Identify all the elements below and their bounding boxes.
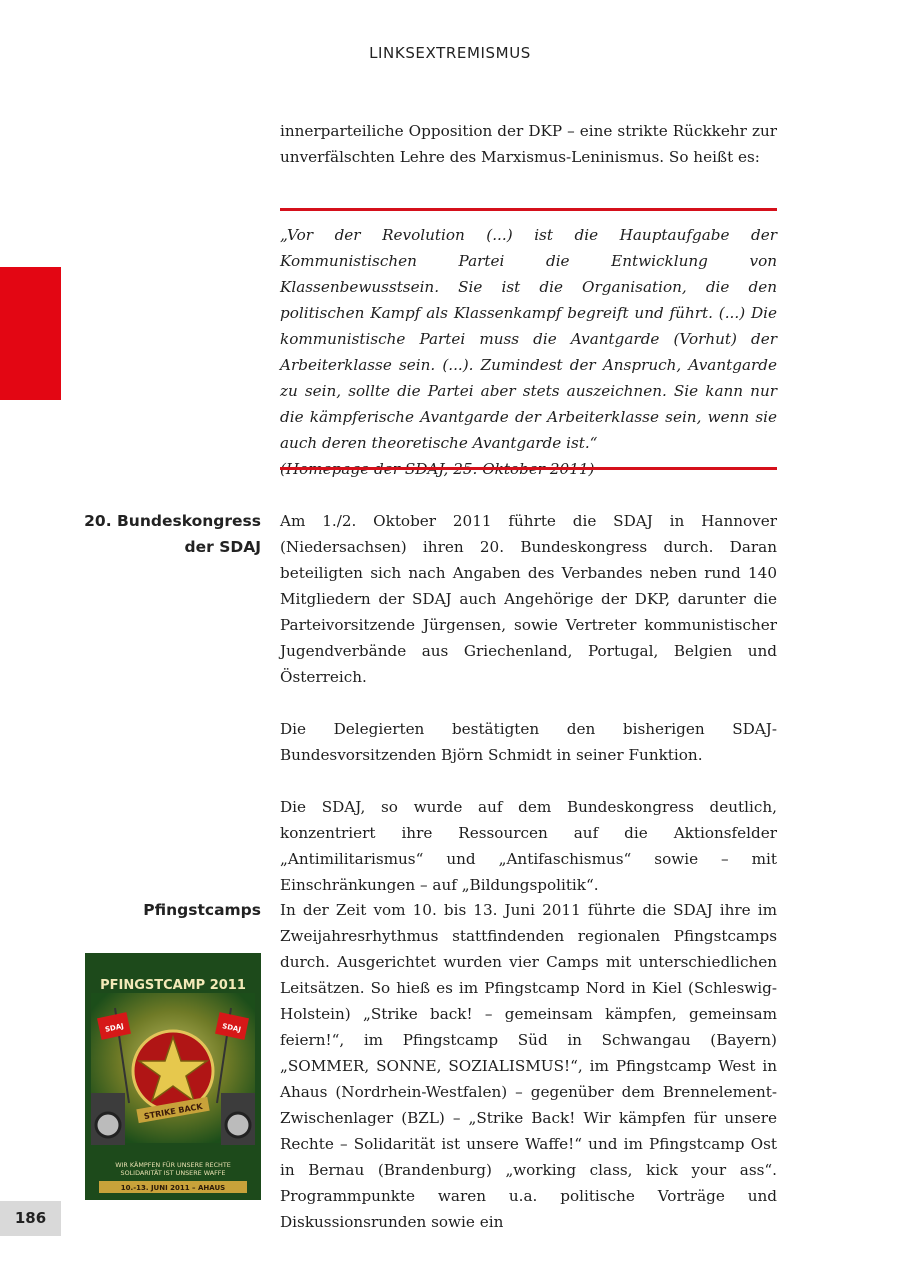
quote-text: „Vor der Revolution (...) ist die Hauptaufgabe der Kommunistischen Partei die Entwicklung von Klassenbewusstsein. Sie ist die Organisation, die den politischen Kampf als Klassenkampf begreift und führt. (...) Die kommunistische Partei muss die Avantgarde (Vorhut) der Arbeiterklasse sein. (...). Zumindest der Anspruch, Avantgarde zu sein, sollte die Partei aber stets auszeichnen. Sie kann nur die kämpferische Avantgarde der Arbeiterklasse sein, wenn sie auch deren theoretische Avantgarde ist.“	[280, 226, 777, 452]
quote-top-rule	[280, 208, 777, 211]
intro-text: innerparteiliche Opposition der DKP – eine strikte Rückkehr zur unverfälschten Lehre des Marxismus-Leninismus. So heißt es:	[280, 122, 777, 166]
chapter-color-tab	[0, 267, 61, 400]
heading-line-1: 20. Bundeskongress	[84, 512, 261, 530]
poster-slogan-2: SOLIDARITÄT IST UNSERE WAFFE	[120, 1169, 226, 1177]
speaker-cone-left	[96, 1113, 120, 1137]
flag-right-label: SDAJ	[221, 1022, 242, 1034]
speaker-cone-right	[226, 1113, 250, 1137]
pfingstcamp-poster-image	[85, 953, 261, 1200]
paragraph: Die Delegierten bestätigten den bisherigen SDAJ-Bundesvorsitzenden Björn Schmidt in seiner Funktion.	[280, 720, 777, 764]
emblem-banner-text: STRIKE BACK	[143, 1101, 204, 1122]
page-number: 186	[0, 1201, 61, 1236]
pfingstcamps-section	[280, 897, 777, 1235]
section-heading-bundeskongress	[62, 508, 261, 560]
poster-dates: 10.-13. JUNI 2011 – AHAUS	[120, 1184, 226, 1192]
paragraph: In der Zeit vom 10. bis 13. Juni 2011 führte die SDAJ ihre im Zweijahresrhythmus stattfindenden regionalen Pfingstcamps durch. Ausgerichtet wurden vier Camps mit unterschiedlichen Leitsätzen. So hieß es im Pfingstcamp Nord in Kiel (Schleswig-Holstein) „Strike back! – gemeinsam kämpfen, gemeinsam feiern!“, im Pfingstcamp Süd in Schwangau (Bayern) „SOMMER, SONNE, SOZIALISMUS!“, im Pfingstcamp West in Ahaus (Nordrhein-Westfalen) – gegenüber dem Brennelement-Zwischenlager (BZL) – „Strike Back! Wir kämpfen für unsere Rechte – Solidarität ist unsere Waffe!“ und im Pfingstcamp Ost in Bernau (Brandenburg) „working class, kick your ass“. Programmpunkte waren u.a. politische Vorträge und Diskussionsrunden sowie ein	[280, 901, 777, 1231]
poster-slogan-1: WIR KÄMPFEN FÜR UNSERE RECHTE	[115, 1161, 231, 1169]
flag-left-label: SDAJ	[104, 1022, 125, 1034]
poster-graphic	[85, 953, 261, 1200]
section-heading-pfingstcamps: Pfingstcamps	[143, 901, 261, 919]
paragraph: Am 1./2. Oktober 2011 führte die SDAJ in Hannover (Niedersachsen) ihren 20. Bundeskongress durch. Daran beteiligten sich nach Angaben des Verbandes neben rund 140 Mitgliedern der SDAJ auch Angehörige der DKP, darunter die Parteivorsitzende Jürgensen, sowie Vertreter kommunistischer Jugendverbände aus Griechenland, Portugal, Belgien und Österreich.	[280, 512, 777, 686]
bundeskongress-section	[280, 508, 777, 898]
running-header: LINKSEXTREMISMUS	[369, 44, 531, 62]
poster-title: PFINGSTCAMP 2011	[100, 978, 246, 993]
heading-line-2: der SDAJ	[184, 538, 261, 556]
quote-bottom-rule	[280, 467, 777, 470]
paragraph: Die SDAJ, so wurde auf dem Bundeskongress deutlich, konzentriert ihre Ressourcen auf die Aktionsfelder „Antimilitarismus“ und „Antifaschismus“ sowie – mit Einschränkungen – auf „Bildungspolitik“.	[280, 798, 777, 894]
blockquote	[280, 222, 777, 482]
intro-paragraph	[280, 118, 777, 170]
